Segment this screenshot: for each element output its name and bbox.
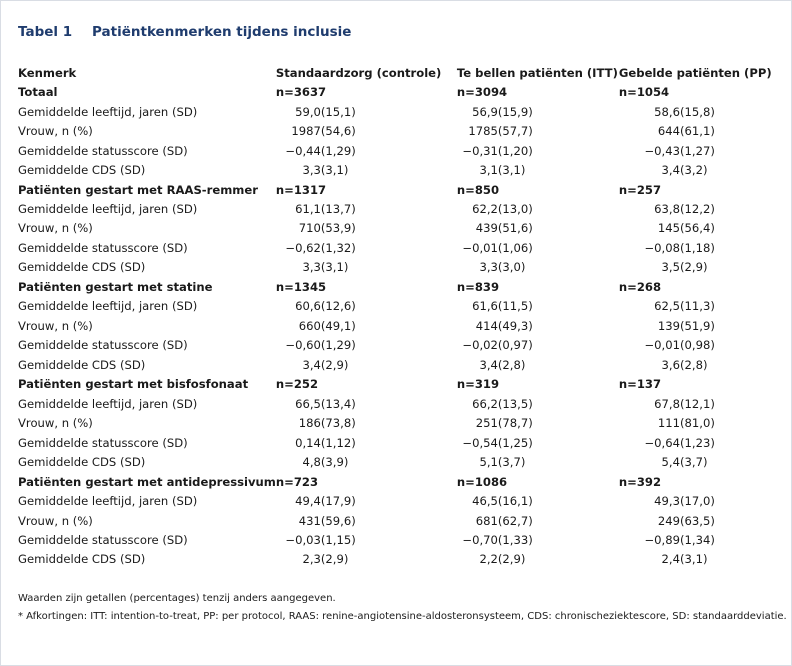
control-sd: (1,29) (320, 143, 356, 158)
itt-value: 46,5 (472, 494, 498, 509)
itt-sd: (2,8) (497, 357, 526, 372)
table-row (18, 141, 772, 160)
table-title: Patiëntkenmerken tijdens inclusie (92, 24, 352, 40)
row-label: Gemiddelde statusscore (SD) (18, 143, 188, 158)
group-n-itt: n=850 (456, 182, 500, 197)
group-n-pp: n=257 (618, 182, 662, 197)
itt-value: 3,3 (479, 260, 498, 275)
group-n-control: n=1345 (275, 279, 327, 294)
group-row (18, 180, 772, 199)
row-label: Vrouw, n (%) (18, 124, 93, 139)
control-value: 3,3 (302, 163, 321, 178)
itt-sd: (49,3) (497, 318, 533, 333)
group-n-itt: n=319 (456, 377, 500, 392)
pp-sd: (11,3) (679, 299, 715, 314)
control-sd: (49,1) (320, 318, 356, 333)
table-row (18, 433, 772, 452)
header-kenmerk: Kenmerk (18, 65, 77, 80)
control-sd: (59,6) (320, 513, 356, 528)
control-sd: (15,1) (320, 104, 356, 119)
group-row (18, 375, 772, 394)
table-row (18, 199, 772, 218)
table-row (18, 452, 772, 471)
row-label: Gemiddelde statusscore (SD) (18, 338, 188, 353)
itt-value: −0,01 (462, 240, 498, 255)
control-sd: (17,9) (320, 494, 356, 509)
itt-sd: (62,7) (497, 513, 533, 528)
group-n-pp: n=137 (618, 377, 662, 392)
control-sd: (1,12) (320, 435, 356, 450)
table-row (18, 530, 772, 549)
table-row (18, 336, 772, 355)
pp-value: 63,8 (654, 202, 680, 217)
control-sd: (2,9) (320, 552, 349, 567)
row-label: Gemiddelde CDS (SD) (18, 552, 146, 567)
itt-value: 414 (475, 318, 498, 333)
row-label: Gemiddelde leeftijd, jaren (SD) (18, 396, 198, 411)
itt-value: 66,2 (472, 396, 498, 411)
row-label: Gemiddelde statusscore (SD) (18, 435, 188, 450)
pp-value: 111 (657, 416, 680, 431)
control-value: 61,1 (295, 202, 321, 217)
footnote-values: Waarden zijn getallen (percentages) tenzij anders aangegeven. (18, 593, 336, 604)
itt-sd: (3,1) (497, 163, 526, 178)
group-n-control: n=723 (275, 474, 319, 489)
itt-sd: (13,0) (497, 202, 533, 217)
row-label: Gemiddelde leeftijd, jaren (SD) (18, 202, 198, 217)
itt-sd: (1,33) (497, 532, 533, 547)
itt-value: 3,4 (479, 357, 498, 372)
pp-sd: (61,1) (679, 124, 715, 139)
pp-value: −0,01 (644, 338, 680, 353)
control-value: 3,4 (302, 357, 321, 372)
itt-sd: (1,25) (497, 435, 533, 450)
row-label: Gemiddelde CDS (SD) (18, 163, 146, 178)
pp-sd: (1,18) (679, 240, 715, 255)
itt-sd: (57,7) (497, 124, 533, 139)
header-pp: Gebelde patiënten (PP) (618, 65, 772, 80)
row-label: Vrouw, n (%) (18, 318, 93, 333)
control-sd: (3,1) (320, 260, 349, 275)
header-itt: Te bellen patiënten (ITT) (456, 65, 618, 80)
table-caption (18, 24, 351, 40)
control-sd: (1,29) (320, 338, 356, 353)
control-sd: (73,8) (320, 416, 356, 431)
itt-value: 439 (475, 221, 498, 236)
control-sd: (13,4) (320, 396, 356, 411)
table-row (18, 160, 772, 179)
itt-value: −0,54 (462, 435, 498, 450)
group-row (18, 82, 772, 101)
control-value: 186 (298, 416, 321, 431)
header-control: Standaardzorg (controle) (275, 65, 442, 80)
itt-sd: (3,0) (497, 260, 526, 275)
group-n-pp: n=268 (618, 279, 662, 294)
itt-value: 3,1 (479, 163, 498, 178)
control-sd: (1,15) (320, 532, 356, 547)
pp-sd: (63,5) (679, 513, 715, 528)
pp-sd: (3,2) (679, 163, 708, 178)
table-row (18, 355, 772, 374)
control-sd: (3,1) (320, 163, 349, 178)
itt-sd: (16,1) (497, 494, 533, 509)
group-row (18, 277, 772, 296)
pp-value: 3,6 (661, 357, 680, 372)
pp-sd: (56,4) (679, 221, 715, 236)
control-value: 2,3 (302, 552, 321, 567)
itt-sd: (51,6) (497, 221, 533, 236)
control-value: 1987 (291, 124, 321, 139)
pp-sd: (2,8) (679, 357, 708, 372)
group-n-itt: n=3094 (456, 85, 508, 100)
itt-sd: (2,9) (497, 552, 526, 567)
row-label: Gemiddelde leeftijd, jaren (SD) (18, 494, 198, 509)
pp-value: 145 (657, 221, 680, 236)
pp-value: 62,5 (654, 299, 680, 314)
control-value: 59,0 (295, 104, 321, 119)
row-label: Vrouw, n (%) (18, 513, 93, 528)
itt-value: 56,9 (472, 104, 498, 119)
control-value: −0,03 (285, 532, 321, 547)
control-sd: (2,9) (320, 357, 349, 372)
row-label: Gemiddelde CDS (SD) (18, 357, 146, 372)
pp-value: 49,3 (654, 494, 680, 509)
itt-value: −0,31 (462, 143, 498, 158)
table-row (18, 550, 772, 569)
group-n-control: n=252 (275, 377, 319, 392)
group-n-pp: n=1054 (618, 85, 670, 100)
pp-value: 644 (657, 124, 680, 139)
itt-sd: (1,06) (497, 240, 533, 255)
pp-value: 249 (657, 513, 680, 528)
pp-sd: (17,0) (679, 494, 715, 509)
itt-sd: (15,9) (497, 104, 533, 119)
itt-sd: (11,5) (497, 299, 533, 314)
table-row (18, 219, 772, 238)
pp-value: −0,64 (644, 435, 680, 450)
pp-value: 58,6 (654, 104, 680, 119)
group-n-itt: n=839 (456, 279, 500, 294)
group-n-control: n=1317 (275, 182, 327, 197)
itt-value: 5,1 (479, 455, 498, 470)
pp-value: 67,8 (654, 396, 680, 411)
row-label: Vrouw, n (%) (18, 221, 93, 236)
table-label: Tabel 1 (18, 24, 73, 40)
pp-value: 2,4 (661, 552, 680, 567)
pp-sd: (1,23) (679, 435, 715, 450)
control-value: 66,5 (295, 396, 321, 411)
row-label: Gemiddelde CDS (SD) (18, 260, 146, 275)
pp-value: 3,4 (661, 163, 680, 178)
group-label: Totaal (18, 85, 58, 100)
pp-sd: (12,2) (679, 202, 715, 217)
itt-value: 681 (475, 513, 498, 528)
pp-sd: (3,1) (679, 552, 708, 567)
table-row (18, 413, 772, 432)
control-value: 60,6 (295, 299, 321, 314)
pp-value: 5,4 (661, 455, 680, 470)
control-value: 4,8 (302, 455, 321, 470)
table-row (18, 394, 772, 413)
table-row (18, 121, 772, 140)
itt-value: 251 (475, 416, 498, 431)
itt-value: 2,2 (479, 552, 498, 567)
row-label: Gemiddelde statusscore (SD) (18, 240, 188, 255)
control-value: −0,44 (285, 143, 321, 158)
header-row (18, 63, 772, 82)
pp-value: −0,08 (644, 240, 680, 255)
pp-value: 139 (657, 318, 680, 333)
group-n-itt: n=1086 (456, 474, 508, 489)
control-value: −0,62 (285, 240, 321, 255)
group-label: Patiënten gestart met RAAS-remmer (18, 182, 258, 197)
pp-sd: (12,1) (679, 396, 715, 411)
control-sd: (3,9) (320, 455, 349, 470)
itt-sd: (78,7) (497, 416, 533, 431)
pp-value: 3,5 (661, 260, 680, 275)
control-value: 49,4 (295, 494, 321, 509)
group-row (18, 472, 772, 491)
control-sd: (1,32) (320, 240, 356, 255)
itt-sd: (1,20) (497, 143, 533, 158)
itt-value: 62,2 (472, 202, 498, 217)
table-row (18, 316, 772, 335)
itt-sd: (3,7) (497, 455, 526, 470)
control-value: 660 (298, 318, 321, 333)
group-n-control: n=3637 (275, 85, 327, 100)
table-row (18, 511, 772, 530)
control-sd: (54,6) (320, 124, 356, 139)
row-label: Gemiddelde statusscore (SD) (18, 532, 188, 547)
control-value: 3,3 (302, 260, 321, 275)
itt-value: −0,70 (462, 532, 498, 547)
table-row (18, 102, 772, 121)
pp-sd: (81,0) (679, 416, 715, 431)
pp-value: −0,89 (644, 532, 680, 547)
group-n-pp: n=392 (618, 474, 662, 489)
pp-value: −0,43 (644, 143, 680, 158)
control-sd: (53,9) (320, 221, 356, 236)
itt-value: 61,6 (472, 299, 498, 314)
control-value: 431 (298, 513, 321, 528)
group-label: Patiënten gestart met statine (18, 279, 213, 294)
pp-sd: (2,9) (679, 260, 708, 275)
itt-value: −0,02 (462, 338, 498, 353)
table-row (18, 238, 772, 257)
table-row (18, 297, 772, 316)
row-label: Gemiddelde CDS (SD) (18, 455, 146, 470)
itt-sd: (0,97) (497, 338, 533, 353)
pp-sd: (1,34) (679, 532, 715, 547)
table-row (18, 491, 772, 510)
pp-sd: (15,8) (679, 104, 715, 119)
table-body (18, 63, 772, 569)
control-value: 710 (298, 221, 321, 236)
row-label: Vrouw, n (%) (18, 416, 93, 431)
patient-characteristics-table (18, 63, 772, 569)
group-label: Patiënten gestart met bisfosfonaat (18, 377, 249, 392)
control-value: −0,60 (285, 338, 321, 353)
pp-sd: (3,7) (679, 455, 708, 470)
pp-sd: (0,98) (679, 338, 715, 353)
pp-sd: (1,27) (679, 143, 715, 158)
itt-sd: (13,5) (497, 396, 533, 411)
control-sd: (13,7) (320, 202, 356, 217)
row-label: Gemiddelde leeftijd, jaren (SD) (18, 299, 198, 314)
footnote-abbreviations: * Afkortingen: ITT: intention-to-treat, PP: per protocol, RAAS: renine-angiotensine-aldosteronsysteem, CDS: chronischeziektescore, SD: standaarddeviatie. (18, 611, 787, 622)
pp-sd: (51,9) (679, 318, 715, 333)
itt-value: 1785 (468, 124, 498, 139)
control-value: 0,14 (295, 435, 321, 450)
group-label: Patiënten gestart met antidepressivum (18, 474, 276, 489)
row-label: Gemiddelde leeftijd, jaren (SD) (18, 104, 198, 119)
control-sd: (12,6) (320, 299, 356, 314)
table-row (18, 258, 772, 277)
